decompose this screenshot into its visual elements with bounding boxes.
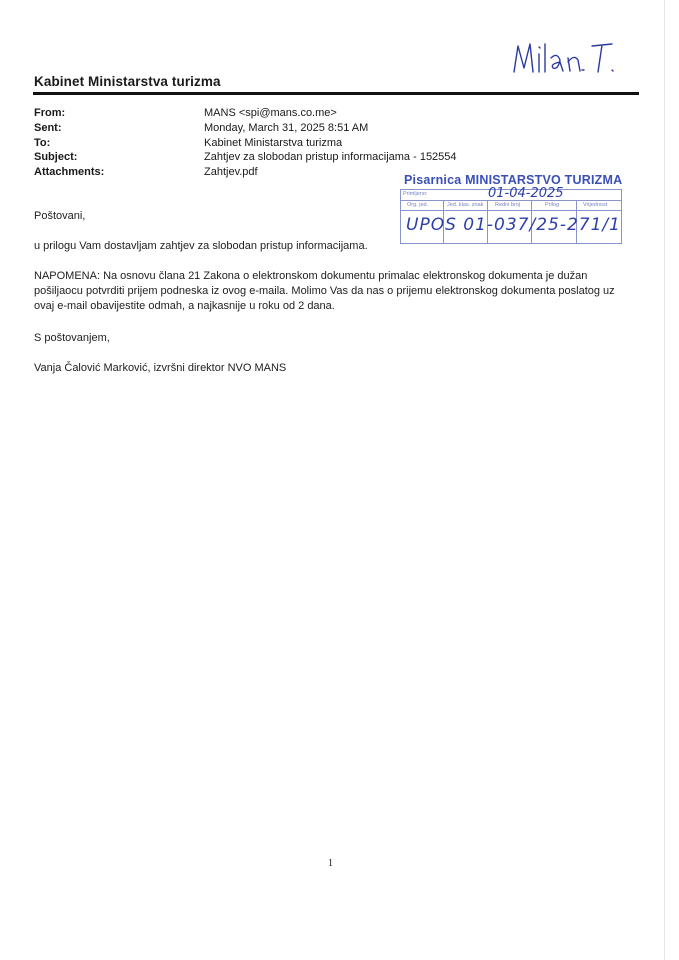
meta-value: Zahtjev za slobodan pristup informacijama - 152554	[204, 151, 457, 164]
meta-value: Kabinet Ministarstva turizma	[204, 136, 343, 149]
closing: S poštovanjem,	[34, 332, 110, 344]
meta-label: Attachments:	[34, 166, 105, 179]
scan-edge	[664, 0, 665, 960]
stamp-col-label: Prilog	[545, 202, 560, 208]
note-line-1: NAPOMENA: Na osnovu člana 21 Zakona o elektronskom dokumentu primalac elektronskog dokumenta je dužan	[34, 270, 588, 282]
stamp-received-date: 01-04-2025	[488, 186, 564, 201]
note-line-2: pošiljaocu potvrditi prijem podneska iz ovog e-maila. Molimo Vas da nas o prijemu elektronskog dokumenta poslatog uz	[34, 285, 615, 297]
stamp-col-label: Redni broj	[495, 202, 521, 208]
registry-stamp	[400, 173, 636, 245]
meta-label: Subject:	[34, 151, 78, 164]
stamp-handwritten-number: UPOS 01-037/25-271/1	[406, 215, 621, 235]
stamp-received-label: Primljeno:	[403, 191, 428, 197]
meta-label: From:	[34, 107, 66, 119]
page-title: Kabinet Ministarstva turizma	[34, 74, 221, 89]
stamp-col-label: Jed. klas. znak	[447, 202, 484, 208]
stamp-col-label: Org. jed.	[407, 202, 429, 208]
page-number: 1	[328, 858, 333, 869]
note-line-3: ovaj e-mail obavijestite odmah, a najkasnije u roku od 2 dana.	[34, 300, 335, 312]
stamp-title: Pisarnica MINISTARSTVO TURIZMA	[404, 173, 623, 187]
meta-value: MANS <spi@mans.co.me>	[204, 107, 337, 119]
greeting: Poštovani,	[34, 210, 86, 222]
handwritten-signature	[508, 38, 618, 78]
header-divider	[33, 92, 639, 95]
meta-value: Zahtjev.pdf	[204, 166, 258, 179]
body-paragraph: u prilogu Vam dostavljam zahtjev za slobodan pristup informacijama.	[34, 240, 368, 252]
meta-label: Sent:	[34, 121, 62, 134]
meta-value: Monday, March 31, 2025 8:51 AM	[204, 121, 369, 134]
sender-signature: Vanja Čalović Marković, izvršni direktor NVO MANS	[34, 362, 287, 374]
stamp-col-label: Vrijednost	[583, 202, 608, 208]
stamp-grid	[400, 186, 622, 245]
meta-label: To:	[34, 136, 51, 149]
